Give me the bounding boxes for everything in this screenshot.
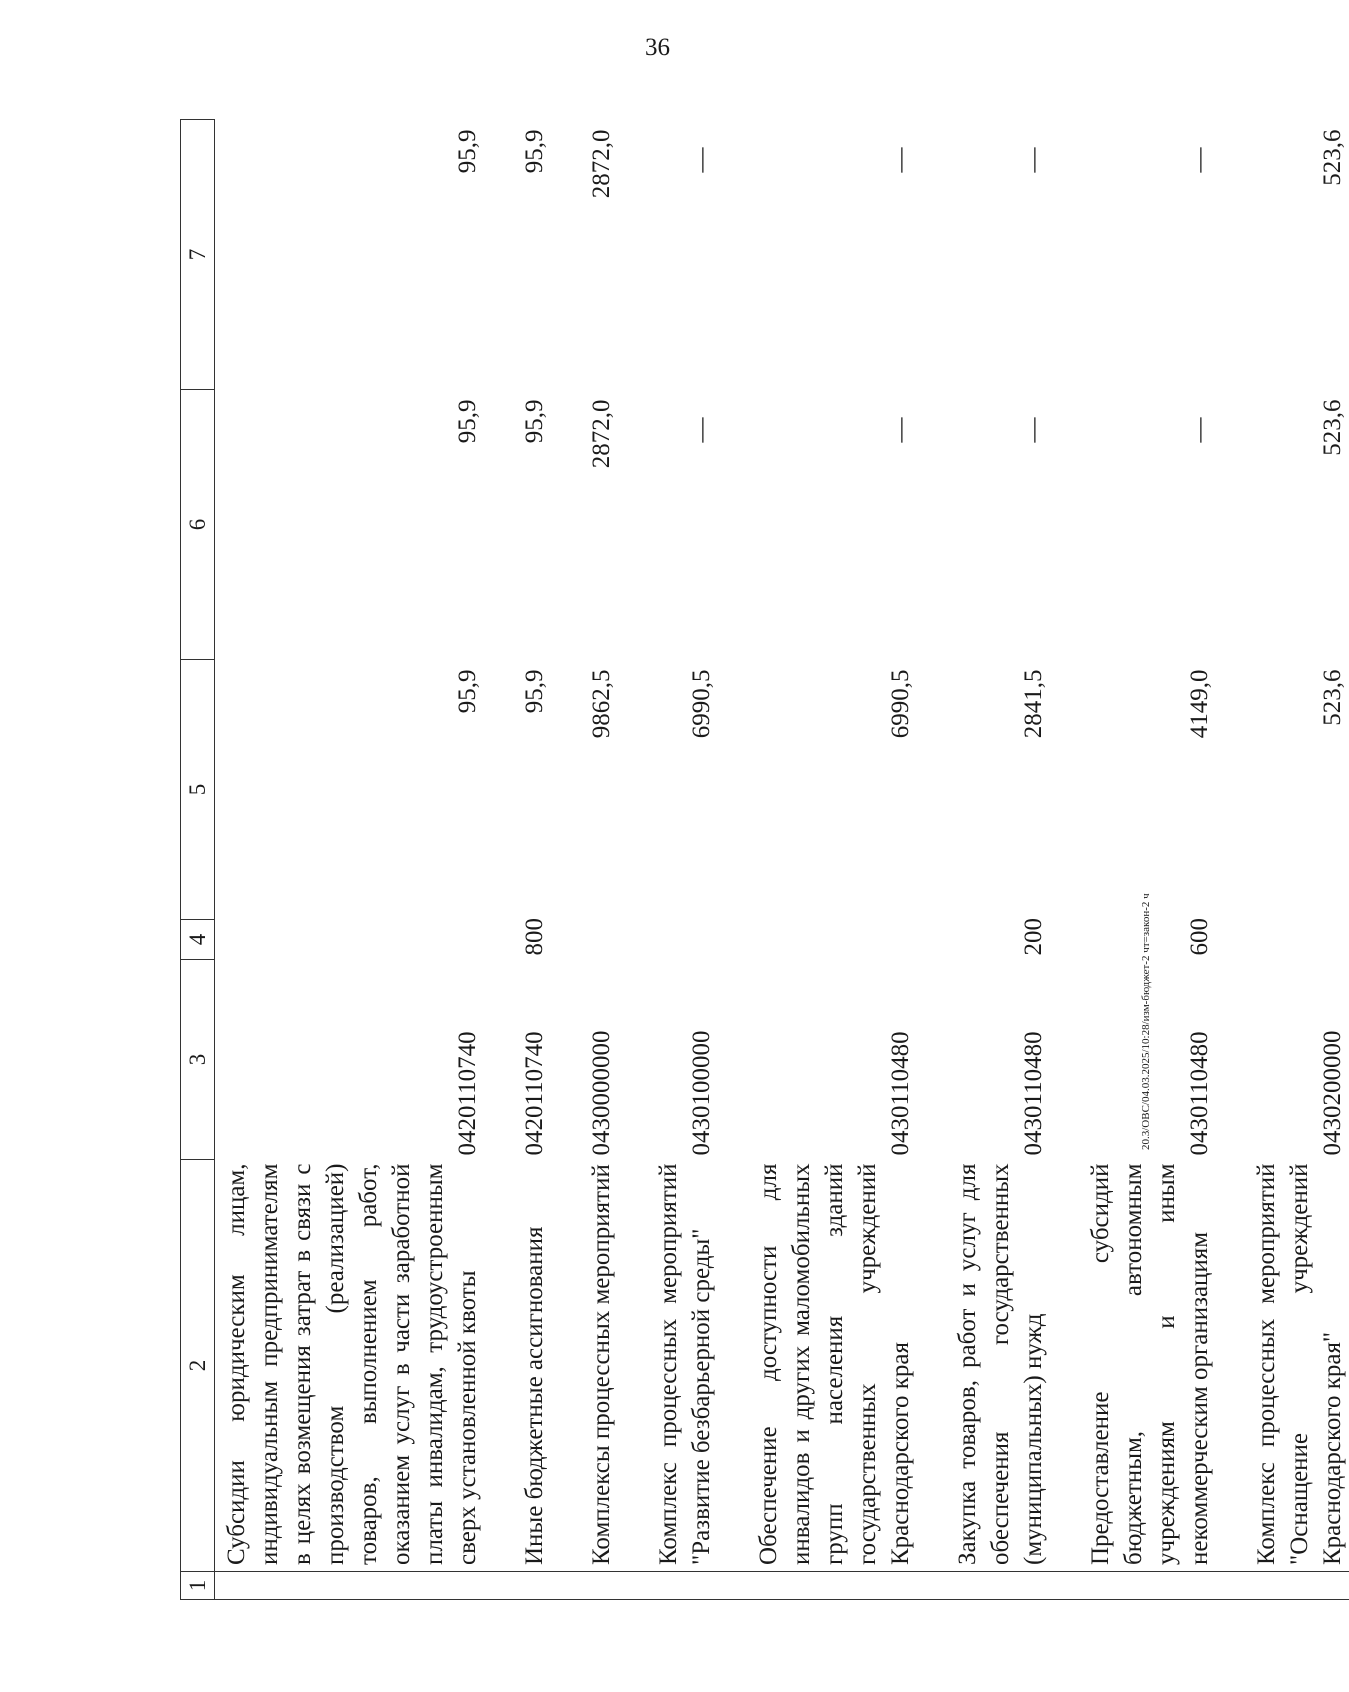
table-header-row [181, 120, 215, 1600]
row-name: Закупка товаров, работ и услуг для обеспечения государственных (муниципальных) нужд [954, 1163, 1047, 1565]
row-value-5: 6990,5 [688, 669, 715, 739]
table-row [718, 120, 917, 1600]
row-name: Предоставление субсидий бюджетным, автономным учреждениям и иным некоммерческим организациям [1087, 1163, 1213, 1565]
row-name: Комплексы процессных мероприятий [588, 1164, 615, 1565]
row-value-7: 523,6 [1319, 129, 1346, 186]
row-value-6: 95,9 [454, 399, 481, 444]
row-index-cell [215, 1572, 485, 1600]
table-row [618, 120, 718, 1600]
row-type: 200 [1020, 918, 1047, 956]
row-value-7: 95,9 [521, 129, 548, 174]
row-index-cell [718, 1572, 917, 1600]
column-header-7: 7 [181, 120, 215, 390]
row-index-cell [618, 1572, 718, 1600]
row-code: 0430110480 [1186, 1031, 1213, 1156]
row-code: 0430110480 [1020, 1031, 1047, 1156]
row-type [551, 920, 618, 960]
row-code: 0430110480 [887, 1031, 914, 1156]
row-value-6: — [1186, 417, 1213, 443]
row-value-5: 95,9 [521, 669, 548, 714]
column-header-2: 2 [181, 1160, 215, 1572]
row-type: 800 [521, 918, 548, 956]
row-value-7: — [688, 147, 715, 173]
row-code: 0430200000 [1319, 1030, 1346, 1156]
row-type [618, 920, 718, 960]
table-row [551, 120, 618, 1600]
row-value-5: 4149,0 [1186, 669, 1213, 739]
table-row [215, 120, 485, 1600]
table-row [917, 120, 1050, 1600]
row-code: 0420110740 [454, 1031, 481, 1156]
row-code: 0430000000 [588, 1030, 615, 1156]
column-header-3: 3 [181, 960, 215, 1160]
row-type [215, 920, 485, 960]
footer-code-text: 20.3/ОВС/04.03.2025/10:28/изм-бюджет-2 чт=закон-2 ч [1140, 893, 1152, 1150]
row-value-5: 2841,5 [1020, 669, 1047, 739]
row-value-7: — [1020, 147, 1047, 173]
column-header-1: 1 [181, 1572, 215, 1600]
row-value-7: 95,9 [454, 129, 481, 174]
row-name: Комплекс процессных мероприятий "Развитие безбарьерной среды" [655, 1163, 715, 1565]
row-name: Обеспечение доступности для инвалидов и других маломобильных групп населения зданий государственных учреждений Краснодарского края [755, 1163, 914, 1565]
row-value-7: — [1186, 147, 1213, 173]
row-value-7: — [887, 147, 914, 173]
page-number: 36 [645, 34, 670, 61]
table-row [484, 120, 551, 1600]
row-value-6: 523,6 [1319, 399, 1346, 456]
row-type [718, 920, 917, 960]
table-row [1216, 120, 1349, 1600]
column-header-5: 5 [181, 660, 215, 920]
row-value-6: 95,9 [521, 399, 548, 444]
row-value-5: 6990,5 [887, 669, 914, 739]
column-header-4: 4 [181, 920, 215, 960]
row-name: Иные бюджетные ассигнования [521, 1226, 548, 1565]
row-value-6: — [1020, 417, 1047, 443]
row-code: 0430100000 [688, 1030, 715, 1156]
row-name: Субсидии юридическим лицам, индивидуальным предпринимателям в целях возмещения затрат в связи с производством (реализацией) товаров, выполнением работ, оказанием услуг в части заработной платы инвалидам, трудоустроенным сверх установленной квоты [223, 1163, 481, 1565]
column-header-6: 6 [181, 390, 215, 660]
row-type: 600 [1186, 918, 1213, 956]
budget-table [180, 119, 1349, 1600]
row-index-cell [551, 1572, 618, 1600]
row-index-cell [917, 1572, 1050, 1600]
row-value-7: 2872,0 [588, 129, 615, 199]
row-name: Комплекс процессных мероприятий "Оснащение учреждений Краснодарского края" [1253, 1163, 1346, 1565]
row-index-cell [1050, 1572, 1216, 1600]
footer-document-code [1140, 893, 1160, 1170]
row-value-5: 9862,5 [588, 669, 615, 739]
row-value-6: 2872,0 [588, 399, 615, 469]
row-value-5: 523,6 [1319, 669, 1346, 726]
row-type [1216, 920, 1349, 960]
row-index-cell [1216, 1572, 1349, 1600]
row-index-cell [484, 1572, 551, 1600]
row-value-6: — [688, 417, 715, 443]
row-value-6: — [887, 417, 914, 443]
row-value-5: 95,9 [454, 669, 481, 714]
table-row [1050, 120, 1216, 1600]
row-code: 0420110740 [521, 1031, 548, 1156]
